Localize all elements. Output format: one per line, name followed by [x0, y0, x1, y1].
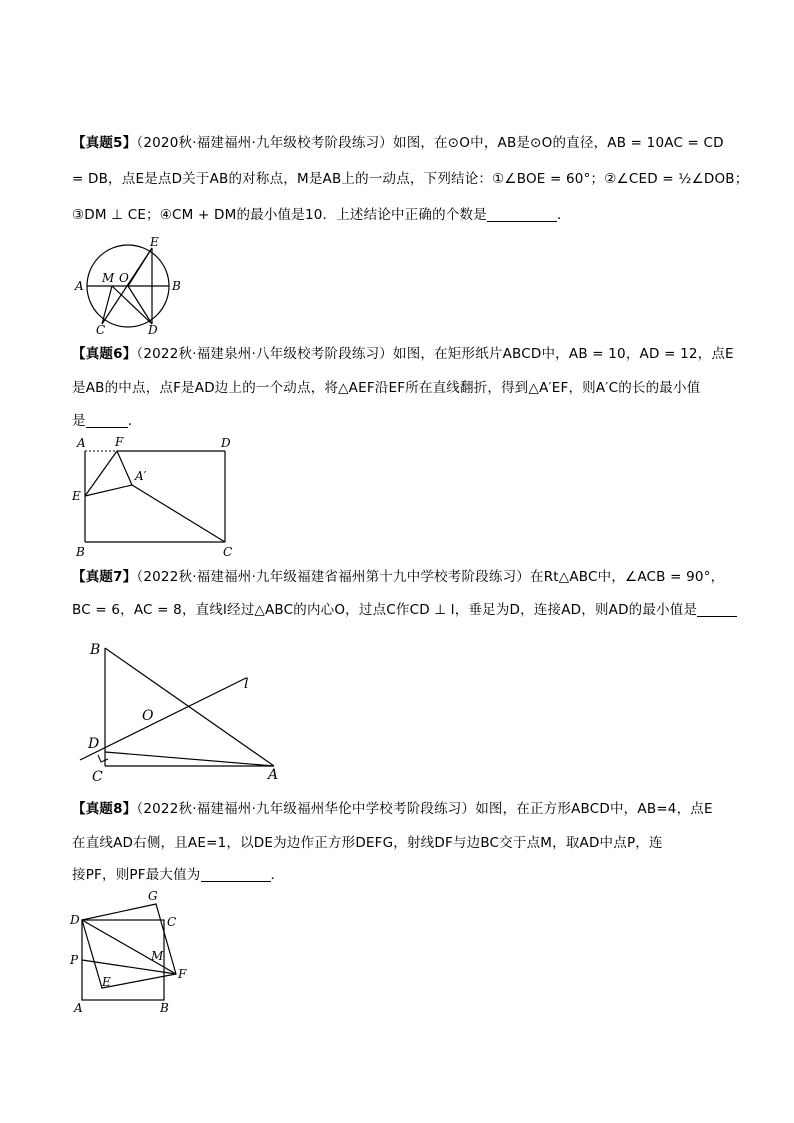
answer-blank[interactable]: [487, 207, 557, 222]
problem-6-line-1: [72, 345, 732, 363]
figure-squares: [68, 890, 208, 1020]
label-D: D: [221, 436, 231, 450]
problem-8-source: （2022秋·福建福州·九年级福州华伦中学校考阶段练习）: [136, 801, 476, 817]
label-E: E: [72, 489, 81, 503]
label-C: C: [223, 545, 233, 559]
label-C: C: [92, 769, 103, 785]
problem-6-line-3: [72, 412, 732, 430]
label-A-prime: A′: [135, 469, 147, 483]
problem-5-tag: 【真题5】: [72, 135, 137, 151]
problem-8-tag: 【真题8】: [72, 801, 137, 817]
label-B: B: [90, 642, 101, 658]
label-D: D: [88, 736, 100, 752]
label-M: M: [151, 949, 164, 963]
label-P: P: [70, 953, 79, 967]
problem-5-text-1: 如图，在⊙O中，AB是⊙O的直径，AB = 10AC = CD: [393, 135, 724, 151]
figure-right-triangle: [72, 636, 292, 786]
label-G: G: [148, 889, 158, 903]
problem-6-source: （2022秋·福建泉州·八年级校考阶段练习）: [136, 346, 393, 362]
problem-6-end: ．: [127, 413, 142, 429]
problem-5-text-2: = DB，点E是点D关于AB的对称点，M是AB上的一动点，下列结论：①∠BOE = 60°；②∠CED = ½∠DOB；: [72, 171, 749, 187]
label-M: M: [102, 271, 115, 285]
label-A: A: [268, 767, 279, 783]
problem-8-text-3: 接PF，则PF最大值为: [72, 867, 201, 883]
problem-7-line-1: [72, 568, 732, 586]
problem-6-text-1: 如图，在矩形纸片ABCD中，AB = 10，AD = 12，点E: [393, 346, 734, 362]
figure-rectangle: [72, 434, 242, 558]
answer-blank[interactable]: [697, 602, 737, 617]
problem-8-line-1: [72, 800, 732, 818]
problem-8-text-1: 如图，在正方形ABCD中，AB=4，点E: [475, 801, 713, 817]
problem-5-source: （2020秋·福建福州·九年级校考阶段练习）: [136, 135, 393, 151]
label-D: D: [148, 323, 158, 337]
label-O: O: [119, 271, 129, 285]
label-O: O: [142, 708, 154, 724]
label-A: A: [77, 436, 86, 450]
label-A: A: [75, 279, 84, 293]
label-E: E: [150, 235, 159, 249]
problem-7-text-2: BC = 6，AC = 8，直线l经过△ABC的内心O，过点C作CD ⊥ l，垂足为D，连接AD，则AD的最小值是: [72, 602, 698, 618]
label-B: B: [160, 1001, 169, 1015]
figure-circle: [72, 234, 192, 337]
problem-6-text-3: 是: [72, 413, 86, 429]
problem-8-line-2: [72, 834, 732, 852]
problem-8-end: ．: [270, 867, 285, 883]
problem-6-text-2: 是AB的中点，点F是AD边上的一个动点，将△AEF沿EF所在直线翻折，得到△A′EF，则A′C的长的最小值: [72, 380, 701, 396]
problem-5-line-3: [72, 206, 732, 224]
problem-8-text-2: 在直线AD右侧，且AE=1，以DE为边作正方形DEFG，射线DF与边BC交于点M，取AD中点P，连: [72, 835, 663, 851]
answer-blank[interactable]: [86, 413, 128, 428]
label-l: l: [244, 676, 249, 692]
label-B: B: [76, 545, 85, 559]
label-D: D: [70, 913, 80, 927]
problem-7-line-2: [72, 601, 732, 619]
problem-6-line-2: [72, 379, 732, 397]
label-F: F: [115, 435, 124, 449]
problem-6-tag: 【真题6】: [72, 346, 137, 362]
problem-5-line-2: [72, 170, 749, 188]
label-A: A: [74, 1001, 83, 1015]
problem-7-tag: 【真题7】: [72, 569, 137, 585]
problem-5-end: ．: [556, 207, 571, 223]
label-E: E: [102, 975, 111, 989]
problem-7-source: （2022秋·福建福州·九年级福建省福州第十九中学校考阶段练习）: [136, 569, 530, 585]
label-C: C: [167, 915, 177, 929]
label-B: B: [172, 279, 181, 293]
problem-5-line-1: [72, 134, 732, 152]
problem-5-text-3: ③DM ⊥ CE；④CM + DM的最小值是10．上述结论中正确的个数是: [72, 207, 487, 223]
label-C: C: [96, 323, 106, 337]
problem-7-text-1: 在Rt△ABC中，∠ACB = 90°，: [530, 569, 725, 585]
label-F: F: [178, 967, 187, 981]
problem-8-line-3: [72, 866, 732, 884]
answer-blank[interactable]: [201, 867, 271, 882]
